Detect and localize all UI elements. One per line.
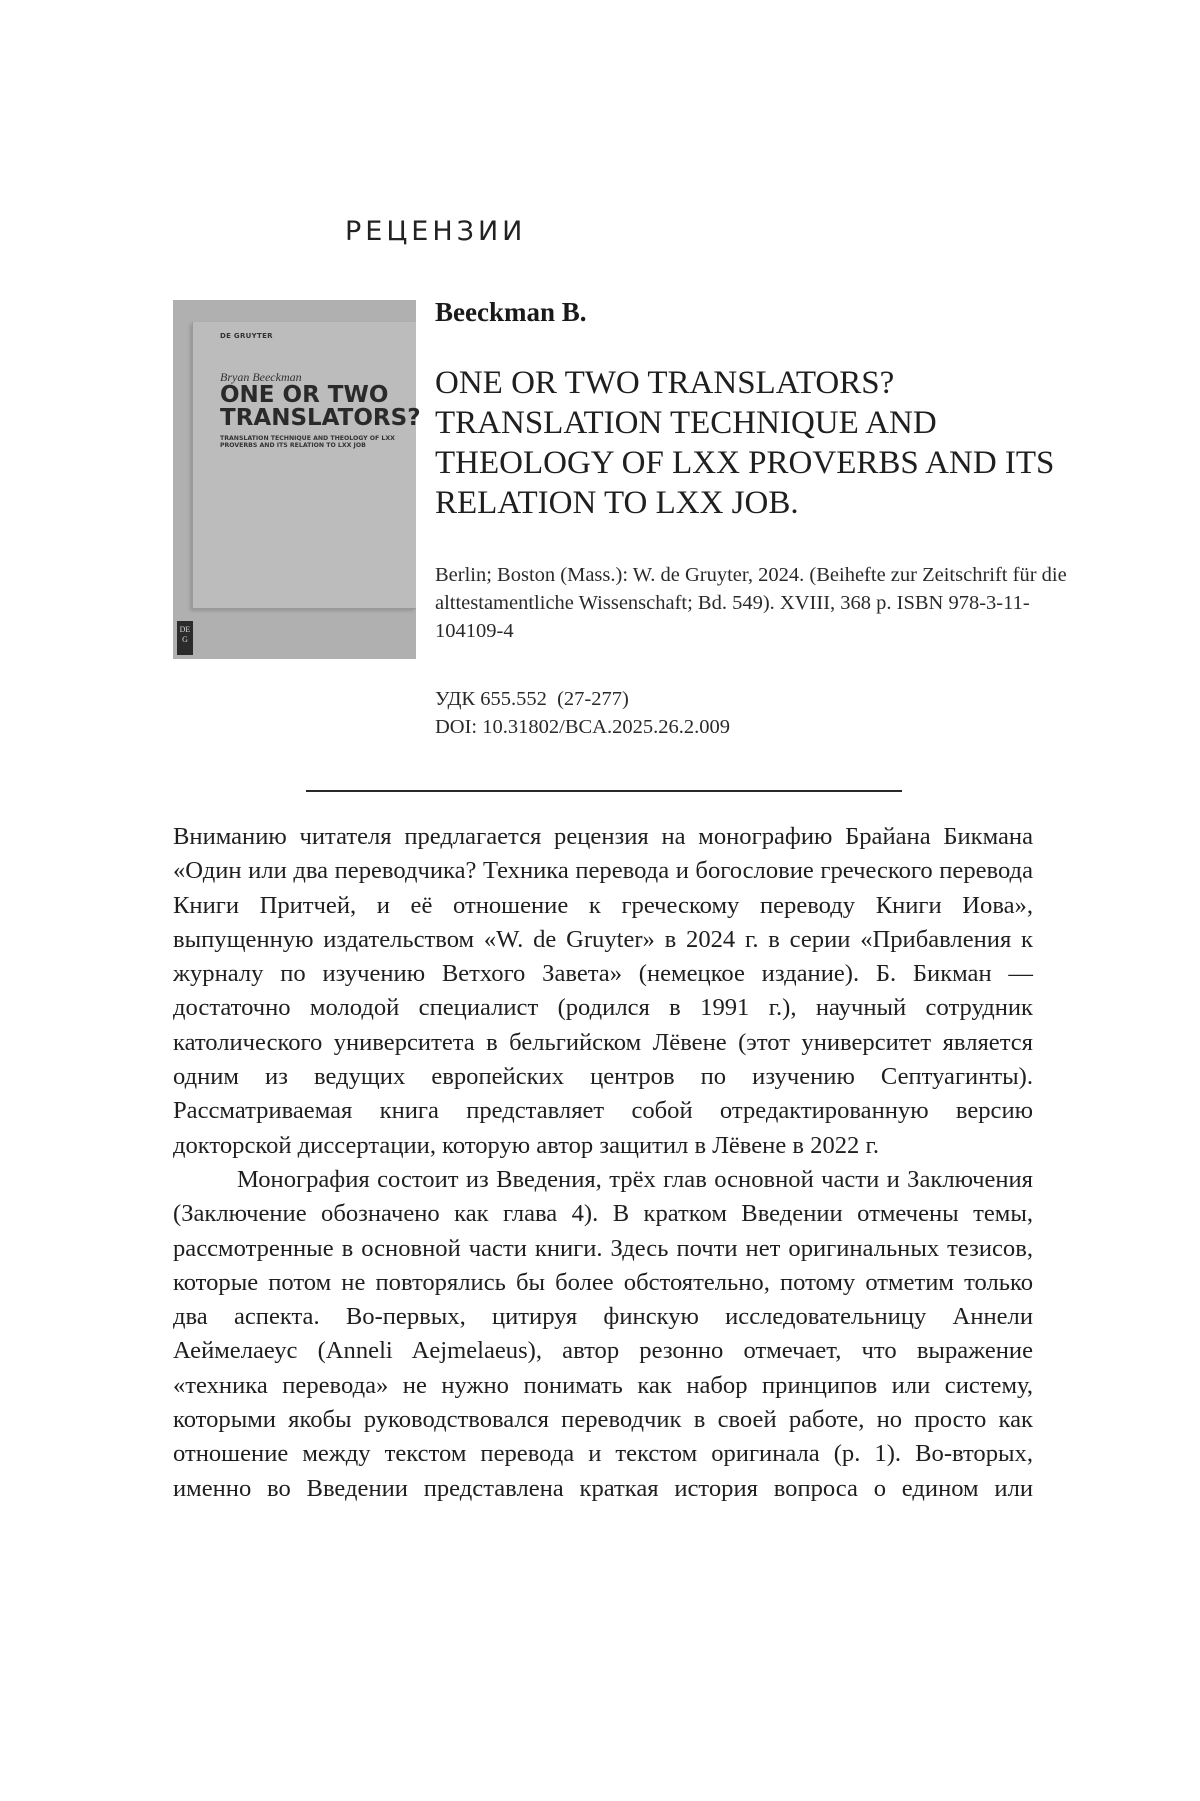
review-body — [173, 820, 1033, 1506]
book-title: ONE OR TWO TRANSLATORS? TRANSLATION TECHNIQUE AND THEOLOGY OF LXX PROVERBS AND ITS RELATION TO LXX JOB. — [435, 365, 1055, 521]
classification-block — [435, 685, 730, 741]
cover-title: ONE OR TWO TRANSLATORS? — [220, 382, 421, 431]
udk-code: УДК 655.552 (27-277) — [435, 688, 629, 710]
publisher-logo-icon: DE G — [177, 621, 193, 655]
cover-panel — [192, 322, 421, 609]
cover-publisher: DE GRUYTER — [220, 332, 273, 340]
book-author: Beeckman B. — [435, 297, 587, 327]
paragraph-2: Монография состоит из Введения, трёх глав основной части и Заключения (Заключение обозначено как глава 4). В кратком Введении отмечены темы, рассмотренные в основной части книги. Здесь почти нет оригинальных тезисов, которые потом не повторялись бы более обстоятельно, потому отметим только два аспекта. Во-первых, цитируя финскую исследовательницу Аннели Аеймелаеус (Anneli Aejmelaeus), автор резонно отмечает, что выражение «техника перевода» не нужно понимать как набор принципов или систему, которыми якобы руководствовался переводчик в своей работе, но просто как отношение между текстом перевода и текстом оригинала (p. 1). Во-вторых, именно во Введении представлена краткая история вопроса о едином или — [173, 1165, 1033, 1502]
paragraph-1: Вниманию читателя предлагается рецензия на монографию Брайана Бикмана «Один или два переводчика? Техника перевода и богословие греческого перевода Книги Притчей, и её отношение к греческому переводу Книги Иова», выпущенную издательством «W. de Gruyter» в 2024 г. в серии «Прибавления к журналу по изучению Ветхого Завета» (немецкое издание). Б. Бикман — достаточно молодой специалист (родился в 1991 г.), научный сотрудник католического университета в бельгийском Лёвене (этот университет является одним из ведущих европейских центров по изучению Септуагинты). Рассматриваемая книга представляет собой отредактированную версию докторской диссертации, которую автор защитил в Лёвене в 2022 г. — [173, 823, 1033, 1159]
doi: DOI: 10.31802/BCA.2025.26.2.009 — [435, 716, 730, 738]
cover-subtitle: TRANSLATION TECHNIQUE AND THEOLOGY OF LXX PROVERBS AND ITS RELATION TO LXX JOB — [220, 435, 395, 449]
cover-author: Bryan Beeckman — [220, 370, 302, 384]
divider — [306, 790, 902, 792]
section-title: РЕЦЕНЗИИ — [345, 216, 527, 247]
book-cover-image — [173, 300, 421, 659]
publication-info: Berlin; Boston (Mass.): W. de Gruyter, 2024. (Beihefte zur Zeitschrift für die alttestamentliche Wissenschaft; Bd. 549). XVIII, 368 p. ISBN 978-3-11-104109-4 — [435, 564, 1067, 642]
